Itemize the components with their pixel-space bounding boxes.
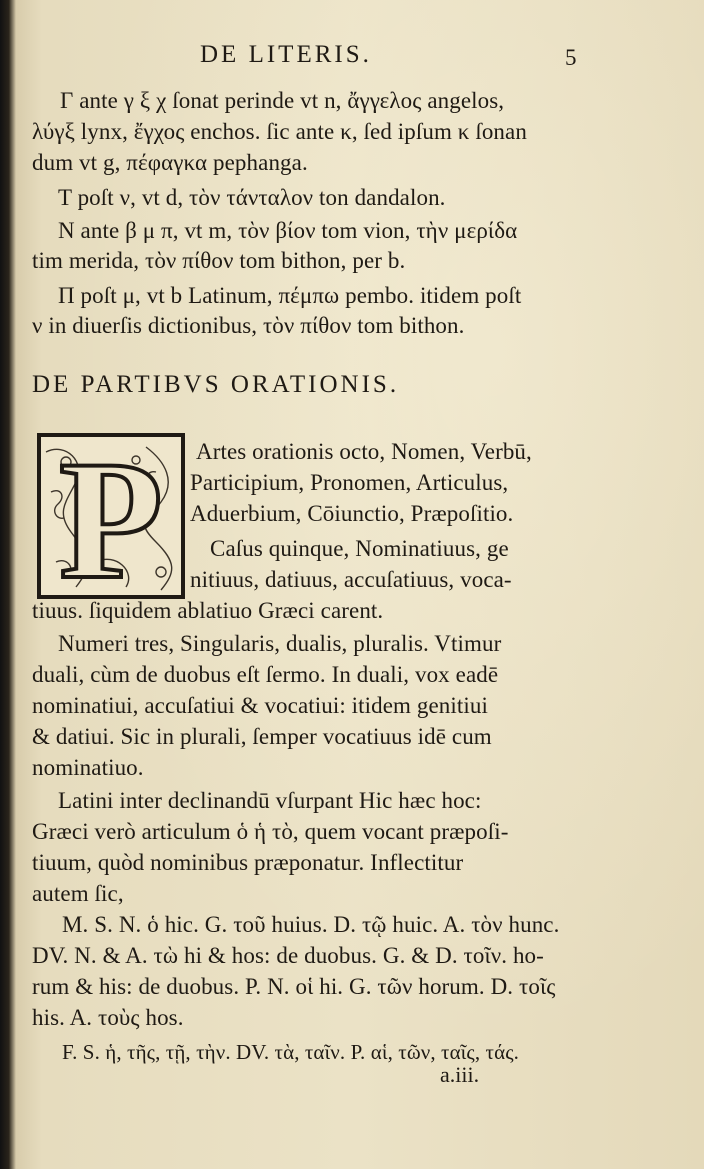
initial-letter: P bbox=[59, 432, 163, 600]
partibus-line: Participium, Pronomen, Articulus, bbox=[190, 470, 509, 495]
decorated-initial-p bbox=[36, 432, 186, 600]
partibus-line: Aduerbium, Cōiunctio, Præpoſitio. bbox=[190, 501, 514, 526]
declension-line: DV. N. & A. τὼ hi & hos: de duobus. G. & D. τοῖν. ho- bbox=[32, 943, 544, 968]
declension-line: F. S. ἡ, τῆς, τῇ, τὴν. DV. τὰ, ταῖν. P. αἱ, τῶν, ταῖς, τάς. bbox=[62, 1040, 519, 1064]
partibus-line: tiuum, quòd nominibus præponatur. Inflectitur bbox=[32, 850, 464, 875]
partibus-line: nitiuus, datiuus, accuſatiuus, voca- bbox=[190, 567, 512, 592]
partibus-line: nominatiuo. bbox=[32, 755, 144, 780]
literis-line: ν in diuerſis dictionibus, τὸν πίθον tom bithon. bbox=[32, 313, 465, 338]
partibus-line: autem ſic, bbox=[32, 881, 124, 906]
partibus-line: tiuus. ſiquidem ablatiuo Græci carent. bbox=[32, 598, 384, 623]
page-number: 5 bbox=[565, 45, 577, 70]
literis-line: tim merida, τὸν πίθον tom bithon, per b. bbox=[32, 248, 406, 273]
partibus-line: Artes orationis octo, Nomen, Verbū, bbox=[196, 439, 532, 464]
partibus-line: Latini inter declinandū vſurpant Hic hæc hoc: bbox=[58, 788, 482, 813]
declension-line: M. S. N. ὁ hic. G. τοῦ huius. D. τῷ huic. A. τὸν hunc. bbox=[62, 912, 560, 937]
running-title: DE LITERIS. bbox=[200, 41, 372, 68]
partibus-line: nominatiui, accuſatiui & vocatiui: itidem genitiui bbox=[32, 693, 488, 718]
literis-line: λύγξ lynx, ἔγχος enchos. ſic ante κ, ſed ipſum κ ſonan bbox=[32, 119, 527, 144]
literis-line: Τ poſt ν, vt d, τὸν τάνταλον ton dandalon. bbox=[58, 185, 446, 210]
literis-line: Π poſt μ, vt b Latinum, πέμπω pembo. itidem poſt bbox=[58, 283, 522, 308]
partibus-line: duali, cùm de duobus eſt ſermo. In duali, vox eadē bbox=[32, 662, 499, 687]
literis-line: Ν ante β μ π, vt m, τὸν βίον tom vion, τὴν μερίδα bbox=[58, 218, 518, 243]
declension-line: his. A. τοὺς hos. bbox=[32, 1005, 184, 1030]
declension-line: rum & his: de duobus. P. N. οἱ hi. G. τῶν horum. D. τοῖς bbox=[32, 974, 556, 999]
binding-gutter bbox=[0, 0, 16, 1169]
partibus-line: Numeri tres, Singularis, dualis, pluralis. Vtimur bbox=[58, 631, 502, 656]
partibus-line: Græci verò articulum ὁ ἡ τὸ, quem vocant præpoſi- bbox=[32, 819, 509, 844]
partibus-line: Caſus quinque, Nominatiuus, ge bbox=[210, 536, 509, 561]
section-heading: DE PARTIBVS ORATIONIS. bbox=[32, 371, 400, 398]
partibus-line: & datiui. Sic in plurali, ſemper vocatiuus idē cum bbox=[32, 724, 492, 749]
literis-line: dum vt g, πέφαγκα pephanga. bbox=[32, 150, 308, 175]
literis-line: Γ ante γ ξ χ ſonat perinde vt n, ἄγγελος angelos, bbox=[60, 88, 505, 113]
signature-mark: a.iii. bbox=[440, 1062, 480, 1087]
